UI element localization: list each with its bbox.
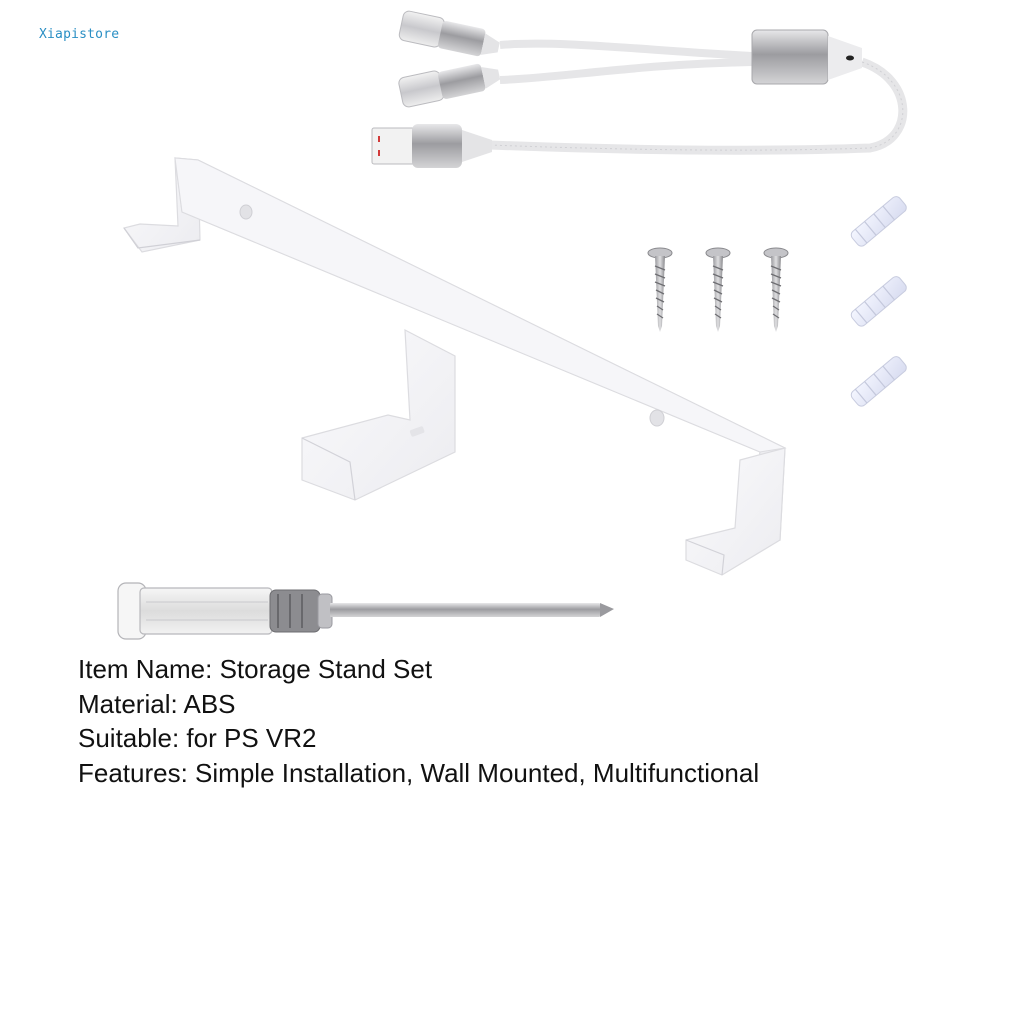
product-specs — [78, 652, 978, 790]
screwdriver-icon — [118, 583, 614, 639]
spec-suitable: Suitable: for PS VR2 — [78, 723, 317, 753]
spec-item-name: Item Name: Storage Stand Set — [78, 654, 433, 684]
screw-icon — [648, 248, 788, 332]
usb-splitter-cable-icon — [372, 10, 903, 168]
wall-anchor-icon — [849, 195, 908, 409]
store-watermark: Xiapistore — [39, 27, 120, 42]
wall-mount-stand-icon — [124, 158, 785, 575]
spec-material: Material: ABS — [78, 688, 236, 719]
spec-features: Features: Simple Installation, Wall Mounted, Multifunctional — [78, 757, 760, 788]
